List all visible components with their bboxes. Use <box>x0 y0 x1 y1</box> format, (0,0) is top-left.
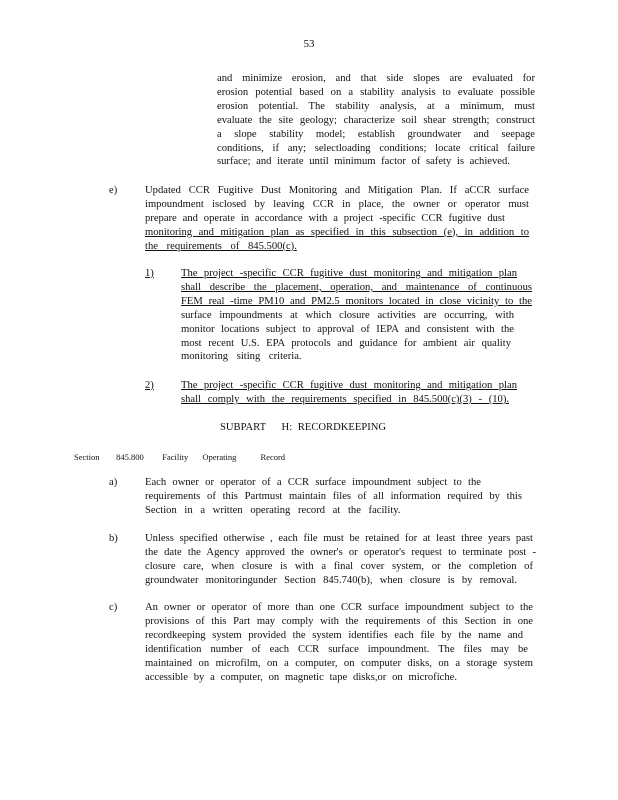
text-line: prepare and operate in accordance with a project -specific CCR fugitive dust <box>145 212 505 224</box>
item-marker-c: c) <box>109 602 118 613</box>
item-c-paragraph <box>145 601 533 684</box>
section-number: 845.800 <box>116 452 144 462</box>
text-line: shall describe the placement, operation, and maintenance of continuous <box>181 281 532 293</box>
text-line: monitoring siting criteria. <box>181 351 302 363</box>
text-line: The project -specific CCR fugitive dust monitoring and mitigation plan <box>181 380 517 391</box>
subpart-heading <box>220 421 386 435</box>
text-line: the date the Agency approved the owner's or operator's request to terminate post - <box>145 546 536 558</box>
text-line: erosion potential based on a stability analysis to evaluate possible <box>217 86 535 98</box>
text-line: monitoring and mitigation plan as specified in this subsection (e), in addition to <box>145 226 529 238</box>
text-line: maintained on microfilm, on a computer, on computer disks, on a storage system <box>145 657 533 669</box>
text-line: most recent U.S. EPA protocols and guidance for ambient air quality <box>181 337 511 349</box>
item-a-paragraph <box>145 476 522 518</box>
item-marker-e1: 1) <box>145 268 154 279</box>
item-b-paragraph <box>145 532 536 588</box>
section-heading <box>74 451 285 465</box>
text-line: Each owner or operator of a CCR surface impoundment subject to the <box>145 477 481 488</box>
subpart-title: RECORDKEEPING <box>297 422 387 433</box>
text-line: An owner or operator of more than one CCR surface impoundment subject to the <box>145 602 533 613</box>
text-line: identification number of each CCR surface impoundment. The files may be <box>145 643 528 655</box>
text-line: a slope stability model; establish groundwater and seepage <box>217 128 535 140</box>
item-e-paragraph <box>145 184 529 254</box>
item-marker-a: a) <box>109 477 118 488</box>
text-line: evaluate the site geology; characterize soil shear strength; construct <box>217 114 535 126</box>
text-line: impoundment isclosed by leaving CCR in place, the owner or operator must <box>145 198 529 210</box>
item-marker-b: b) <box>109 533 118 544</box>
section-title-part: Facility <box>162 452 189 462</box>
text-line: Unless specified otherwise , each file must be retained for at least three years past <box>145 533 533 544</box>
text-line: surface; and iterate until minimum factor of safety is achieved. <box>217 156 510 168</box>
section-word: Section <box>74 452 100 462</box>
text-line: provisions of this Part may comply with the requirements of this Section in one <box>145 615 533 627</box>
text-line: monitor locations subject to approval of IEPA and consistent with the <box>181 323 514 335</box>
text-line: the requirements of 845.500(c). <box>145 240 297 252</box>
text-line: groundwater monitoringunder Section 845.740(b), when closure is by removal. <box>145 574 517 586</box>
text-line: accessible by a computer, on magnetic tape disks,or on microfiche. <box>145 671 457 683</box>
subpart-label: SUBPART <box>220 422 266 433</box>
item-marker-e2: 2) <box>145 380 154 391</box>
text-line: conditions, if any; selectloading conditions; locate critical failure <box>217 142 535 154</box>
text-line: shall comply with the requirements specified in 845.500(c)(3) - (10). <box>181 393 509 405</box>
text-line: Section in a written operating record at the facility. <box>145 504 401 516</box>
text-line: and minimize erosion, and that side slopes are evaluated for <box>217 73 535 84</box>
text-line: FEM real -time PM10 and PM2.5 monitors located in close vicinity to the <box>181 295 532 307</box>
text-line: closure care, when closure is with a final cover system, or the completion of <box>145 560 533 572</box>
page-number: 53 <box>303 38 315 50</box>
text-line: Updated CCR Fugitive Dust Monitoring and Mitigation Plan. If aCCR surface <box>145 185 529 196</box>
text-line: surface impoundments at which closure activities are occurring, with <box>181 309 514 321</box>
item-marker-e: e) <box>109 185 118 196</box>
text-line: erosion potential. The stability analysis, at a minimum, must <box>217 100 535 112</box>
continuation-paragraph <box>217 72 535 169</box>
subpart-letter: H: <box>281 422 293 433</box>
section-title-part: Record <box>260 452 286 462</box>
section-title-part: Operating <box>202 452 237 462</box>
item-e2-paragraph <box>181 379 517 407</box>
text-line: recordkeeping system provided the system identifies each file by the name and <box>145 629 523 641</box>
text-line: requirements of this Partmust maintain files of all information required by this <box>145 490 522 502</box>
text-line: The project -specific CCR fugitive dust monitoring and mitigation plan <box>181 268 517 279</box>
item-e1-paragraph <box>181 267 532 364</box>
